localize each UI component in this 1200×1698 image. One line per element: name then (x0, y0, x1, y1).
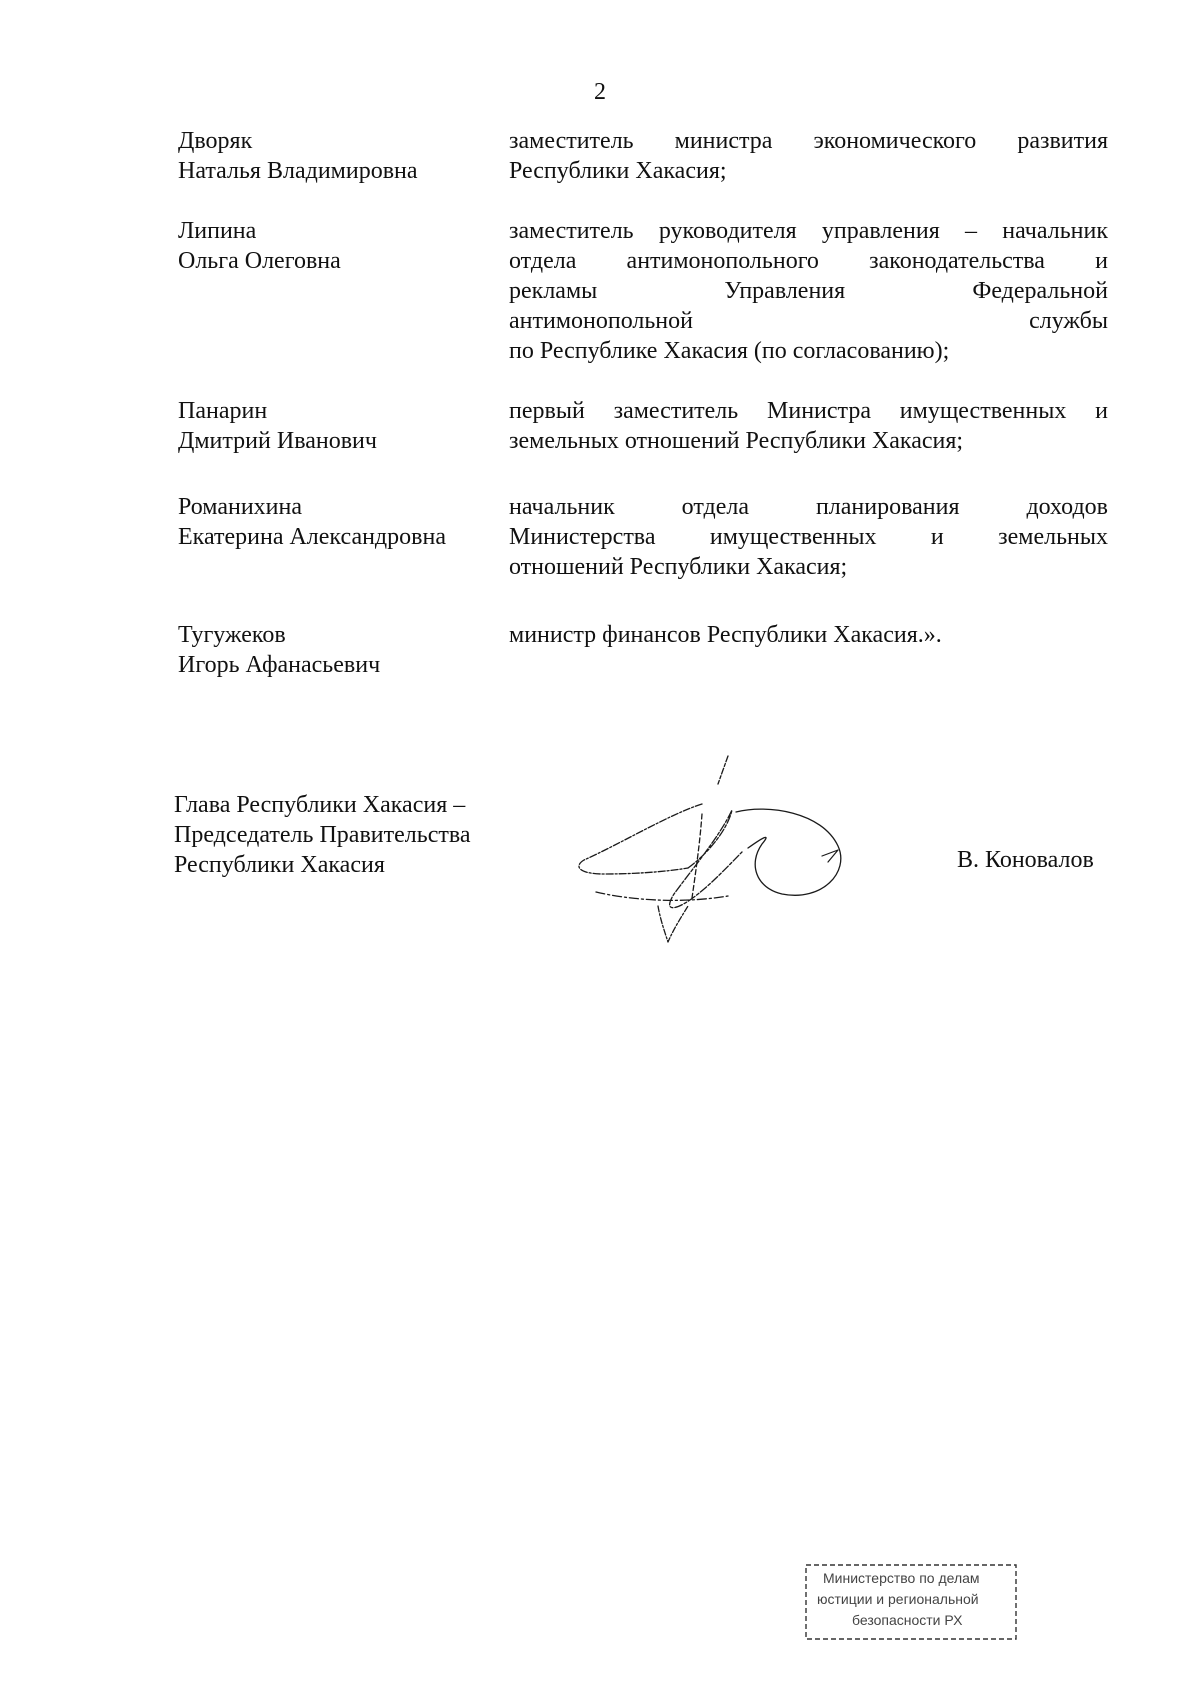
stamp-text-line: безопасности РХ (852, 1612, 963, 1628)
member-name (178, 620, 509, 680)
member-name (178, 126, 509, 186)
role-line: министр финансов Республики Хакасия.». (509, 622, 942, 648)
role-line: антимонопольной службы (509, 308, 1108, 334)
member-entry (178, 396, 1108, 456)
stamp-text-line: юстиции и региональной (817, 1591, 979, 1607)
role-line: Республики Хакасия; (509, 158, 727, 184)
member-surname: Липина (178, 218, 257, 244)
member-name (178, 396, 509, 456)
role-line: заместитель министра экономического развития (509, 128, 1108, 154)
member-given-names: Игорь Афанасьевич (178, 652, 381, 678)
member-entry (178, 620, 1108, 680)
role-line: отношений Республики Хакасия; (509, 554, 848, 580)
registration-stamp (802, 1561, 1022, 1644)
signatory-title-line: Глава Республики Хакасия – (174, 792, 466, 818)
member-surname: Тугужеков (178, 622, 286, 648)
role-line: Министерства имущественных и земельных (509, 524, 1108, 550)
member-role (509, 492, 1108, 582)
role-line: заместитель руководителя управления – начальник (509, 218, 1108, 244)
members-list (178, 126, 1108, 680)
role-line: рекламы Управления Федеральной (509, 278, 1108, 304)
signatory-title-line: Республики Хакасия (174, 852, 385, 878)
member-given-names: Ольга Олеговна (178, 248, 341, 274)
member-given-names: Наталья Владимировна (178, 158, 418, 184)
handwritten-signature (560, 752, 860, 952)
signatory-title (174, 790, 471, 880)
role-line: отдела антимонопольного законодательства и (509, 248, 1108, 274)
member-name (178, 492, 509, 582)
member-entry (178, 126, 1108, 186)
member-role (509, 126, 1108, 186)
member-name (178, 216, 509, 366)
role-line: начальник отдела планирования доходов (509, 494, 1108, 520)
member-given-names: Екатерина Александровна (178, 524, 446, 550)
member-surname: Дворяк (178, 128, 253, 154)
member-role (509, 216, 1108, 366)
member-given-names: Дмитрий Иванович (178, 428, 377, 454)
member-entry (178, 216, 1108, 366)
member-surname: Панарин (178, 398, 268, 424)
member-role (509, 620, 1108, 680)
stamp-text-line: Министерство по делам (823, 1570, 980, 1586)
role-line: первый заместитель Министра имущественных и (509, 398, 1108, 424)
signatory-title-line: Председатель Правительства (174, 822, 471, 848)
member-surname: Романихина (178, 494, 302, 520)
role-line: по Республике Хакасия (по согласованию); (509, 338, 950, 364)
role-line: земельных отношений Республики Хакасия; (509, 428, 964, 454)
signatory-name: В. Коновалов (957, 847, 1094, 873)
member-role (509, 396, 1108, 456)
member-entry (178, 492, 1108, 582)
page-number: 2 (594, 79, 606, 105)
